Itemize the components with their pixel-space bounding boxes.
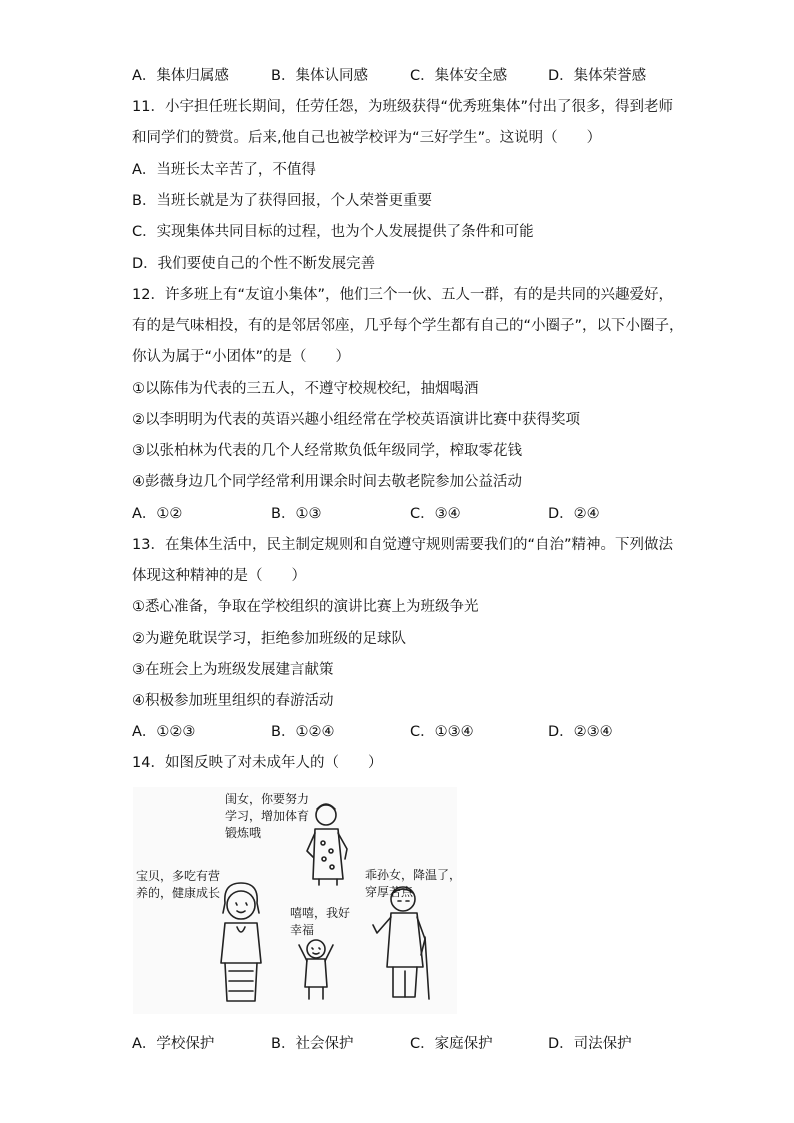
q10-options — [132, 66, 692, 86]
family-illustration — [133, 787, 462, 1014]
option-b[interactable]: B．社会保护 — [271, 1036, 354, 1052]
q13-item: ④积极参加班里组织的春游活动 — [132, 693, 334, 709]
q11-option-c[interactable]: C．实现集体共同目标的过程，也为个人发展提供了条件和可能 — [132, 224, 534, 240]
option-a[interactable]: A．①② — [132, 506, 183, 522]
option-b[interactable]: B．①②④ — [271, 724, 335, 740]
q12-item: ④彭薇身边几个同学经常利用课余时间去敬老院参加公益活动 — [132, 474, 522, 490]
option-c[interactable]: C．家庭保护 — [410, 1036, 493, 1052]
q12-item: ①以陈伟为代表的三五人，不遵守校规校纪，抽烟喝酒 — [132, 381, 479, 397]
q14-options — [132, 1034, 692, 1054]
mother-speech: 宝贝，多吃有营 养的，健康成长 — [136, 869, 221, 900]
option-d[interactable]: D．②③④ — [548, 724, 613, 740]
q13-item: ①悉心准备，争取在学校组织的演讲比赛上为班级争光 — [132, 599, 479, 615]
q11-option-b[interactable]: B．当班长就是为了获得回报，个人荣誉更重要 — [132, 193, 432, 209]
q14-stem: 14．如图反映了对未成年人的（ ） — [132, 755, 383, 771]
q12-stem-line: 有的是气味相投，有的是邻居邻座，几乎每个学生都有自己的“小圈子”，以下小圈子， — [132, 318, 684, 334]
grandpa-figure — [373, 887, 429, 999]
q12-stem-line: 12．许多班上有“友谊小集体”，他们三个一伙、五人一群，有的是共同的兴趣爱好， — [132, 287, 673, 303]
father-figure — [307, 804, 347, 885]
option-d[interactable]: D．司法保护 — [548, 1036, 632, 1052]
q12-item: ②以李明明为代表的英语兴趣小组经常在学校英语演讲比赛中获得奖项 — [132, 412, 580, 428]
q12-item: ③以张柏林为代表的几个人经常欺负低年级同学，榨取零花钱 — [132, 443, 522, 459]
child-figure — [299, 940, 333, 999]
option-a[interactable]: A．①②③ — [132, 724, 196, 740]
option-b[interactable]: B．集体认同感 — [271, 68, 368, 84]
q13-stem-line: 13．在集体生活中，民主制定规则和自觉遵守规则需要我们的“自治”精神。下列做法 — [132, 537, 673, 553]
option-a[interactable]: A．集体归属感 — [132, 68, 229, 84]
q13-item: ②为避免耽误学习，拒绝参加班级的足球队 — [132, 631, 406, 647]
mother-figure — [221, 883, 261, 1001]
q12-stem-line: 你认为属于“小团体”的是（ ） — [132, 349, 351, 365]
child-speech: 嘻嘻，我好 幸福 — [290, 906, 351, 937]
option-d[interactable]: D．集体荣誉感 — [548, 68, 647, 84]
option-b[interactable]: B．①③ — [271, 506, 322, 522]
grandpa-speech: 乖孙女，降温了， 穿厚若点 — [365, 868, 462, 899]
q11-option-a[interactable]: A．当班长太辛苦了，不值得 — [132, 162, 316, 178]
father-speech: 闺女，你要努力 学习，增加体育 锻炼哦 — [225, 792, 310, 840]
option-c[interactable]: C．③④ — [410, 506, 461, 522]
q13-item: ③在班会上为班级发展建言献策 — [132, 662, 334, 678]
q11-stem-line: 和同学们的赞赏。后来,他自己也被学校评为“三好学生”。这说明（ ） — [132, 130, 602, 146]
q12-options — [132, 504, 692, 524]
option-d[interactable]: D．②④ — [548, 506, 600, 522]
option-c[interactable]: C．①③④ — [410, 724, 474, 740]
option-a[interactable]: A．学校保护 — [132, 1036, 215, 1052]
q11-stem-line: 11．小宇担任班长期间，任劳任怨，为班级获得“优秀班集体”付出了很多，得到老师 — [132, 99, 673, 115]
q13-stem-line: 体现这种精神的是（ ） — [132, 568, 306, 584]
option-c[interactable]: C．集体安全感 — [410, 68, 508, 84]
q13-options — [132, 722, 692, 742]
q11-option-d[interactable]: D．我们要使自己的个性不断发展完善 — [132, 256, 376, 272]
